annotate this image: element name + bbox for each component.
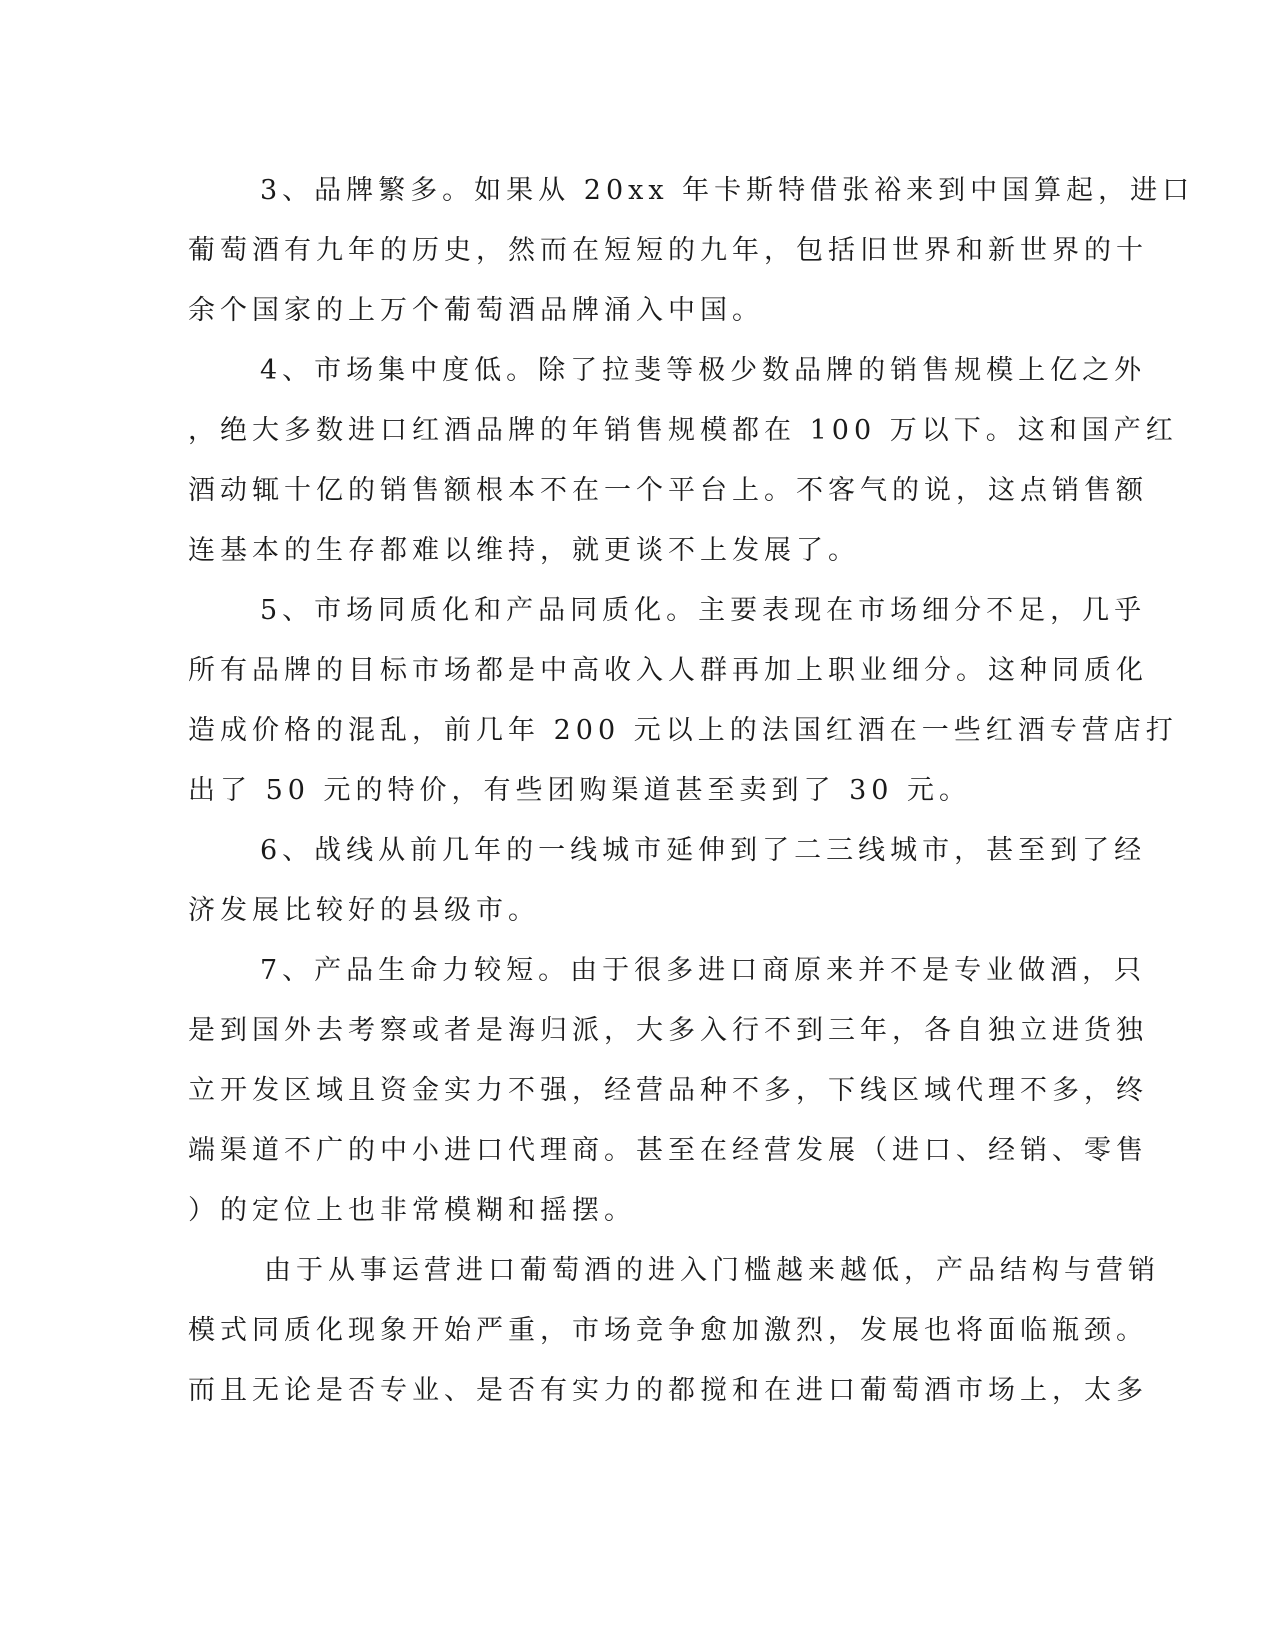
paragraph-3-line-3: 余个国家的上万个葡萄酒品牌涌入中国。 — [188, 295, 764, 326]
paragraph-5-line-4: 出了 50 元的特价，有些团购渠道甚至卖到了 30 元。 — [188, 775, 972, 806]
paragraph-8-line-3: 而且无论是否专业、是否有实力的都搅和在进口葡萄酒市场上，太多 — [188, 1375, 1148, 1406]
paragraph-7-line-4: 端渠道不广的中小进口代理商。甚至在经营发展（进口、经销、零售 — [188, 1135, 1148, 1166]
paragraph-6-line-2: 济发展比较好的县级市。 — [188, 895, 540, 926]
paragraph-7-line-3: 立开发区域且资金实力不强，经营品种不多，下线区域代理不多，终 — [188, 1075, 1148, 1106]
document-body — [188, 161, 1195, 1421]
paragraph-8-line-2: 模式同质化现象开始严重，市场竞争愈加激烈，发展也将面临瓶颈。 — [188, 1315, 1148, 1346]
paragraph-8-line-1: 由于从事运营进口葡萄酒的进入门槛越来越低，产品结构与营销 — [264, 1255, 1160, 1286]
paragraph-6-line-1: 6、战线从前几年的一线城市延伸到了二三线城市，甚至到了经 — [260, 835, 1147, 866]
paragraph-5-line-3: 造成价格的混乱，前几年 200 元以上的法国红酒在一些红酒专营店打 — [188, 715, 1178, 746]
paragraph-4-line-3: 酒动辄十亿的销售额根本不在一个平台上。不客气的说，这点销售额 — [188, 475, 1148, 506]
paragraph-3-line-1: 3、品牌繁多。如果从 20xx 年卡斯特借张裕来到中国算起，进口 — [260, 175, 1195, 206]
paragraph-7-line-2: 是到国外去考察或者是海归派，大多入行不到三年，各自独立进货独 — [188, 1015, 1148, 1046]
paragraph-7-line-5: ）的定位上也非常模糊和摇摆。 — [188, 1195, 636, 1226]
paragraph-4-line-1: 4、市场集中度低。除了拉斐等极少数品牌的销售规模上亿之外 — [260, 355, 1147, 386]
paragraph-5-line-2: 所有品牌的目标市场都是中高收入人群再加上职业细分。这种同质化 — [188, 655, 1148, 686]
paragraph-4-line-2: ，绝大多数进口红酒品牌的年销售规模都在 100 万以下。这和国产红 — [188, 415, 1178, 446]
paragraph-4-line-4: 连基本的生存都难以维持，就更谈不上发展了。 — [188, 535, 860, 566]
paragraph-3-line-2: 葡萄酒有九年的历史，然而在短短的九年，包括旧世界和新世界的十 — [188, 235, 1148, 266]
paragraph-7-line-1: 7、产品生命力较短。由于很多进口商原来并不是专业做酒，只 — [260, 955, 1147, 986]
paragraph-5-line-1: 5、市场同质化和产品同质化。主要表现在市场细分不足，几乎 — [260, 595, 1147, 626]
